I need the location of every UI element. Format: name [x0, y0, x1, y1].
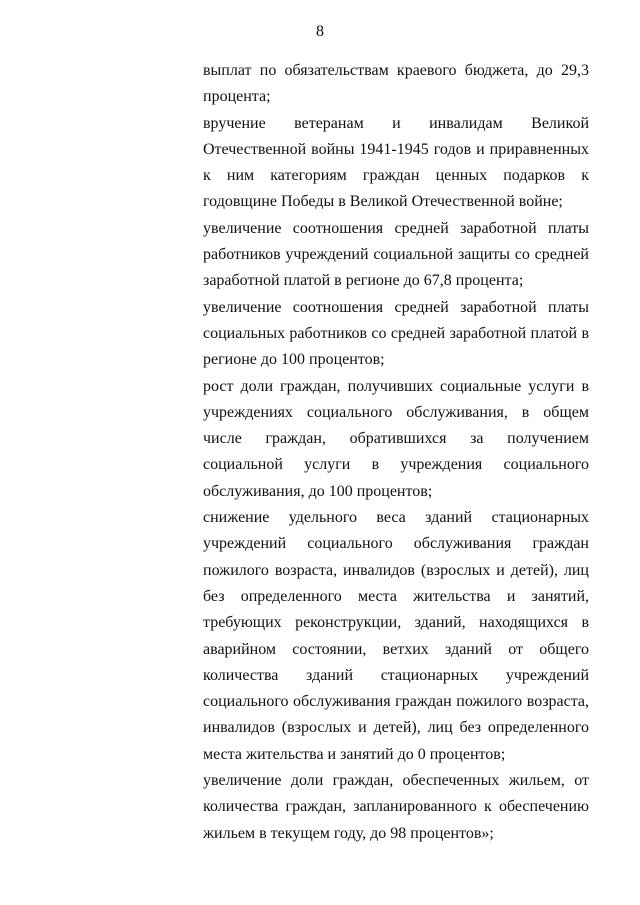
paragraph-buildings-reconstruction: снижение удельного веса зданий стационарных учреждений социального обслуживания граждан пожилого возраста, инвалидов (взрослых и детей), лиц без определенного места жительства и занятий, требующих реконструкции, зданий, находящихся в аварийном состоянии, ветхих зданий от общего количества зданий стационарных учреждений социального обслуживания граждан пожилого возраста, инвалидов (взрослых и детей), лиц без определенного места жительства и занятий до 0 процентов;: [203, 509, 589, 763]
paragraph-social-workers-salary: увеличение соотношения средней заработной платы социальных работников со средней заработной платой в регионе до 100 процентов;: [203, 298, 589, 369]
paragraph-veterans-gifts: вручение ветеранам и инвалидам Великой Отечественной войны 1941-1945 годов и приравненных к ним категориям граждан ценных подарков к годовщине Победы в Великой Отечественной войне;: [203, 114, 589, 211]
paragraph-housing-provision: увеличение доли граждан, обеспеченных жильем, от количества граждан, запланированного к обеспечению жильем в текущем году, до 98 процентов»;: [203, 772, 589, 842]
paragraph-social-services-share: рост доли граждан, получивших социальные услуги в учреждениях социального обслуживания, в общем числе граждан, обратившихся за получением социальной услуги в учреждения социального обслуживания, до 100 процентов;: [203, 377, 589, 500]
paragraph-social-protection-salary: увеличение соотношения средней заработной платы работников учреждений социальной защиты со средней заработной платой в регионе до 67,8 процента;: [203, 219, 589, 290]
paragraph-budget-obligations: выплат по обязательствам краевого бюджета, до 29,3 процента;: [203, 62, 589, 106]
body-text: [203, 58, 589, 847]
page-number: 8: [316, 23, 324, 40]
